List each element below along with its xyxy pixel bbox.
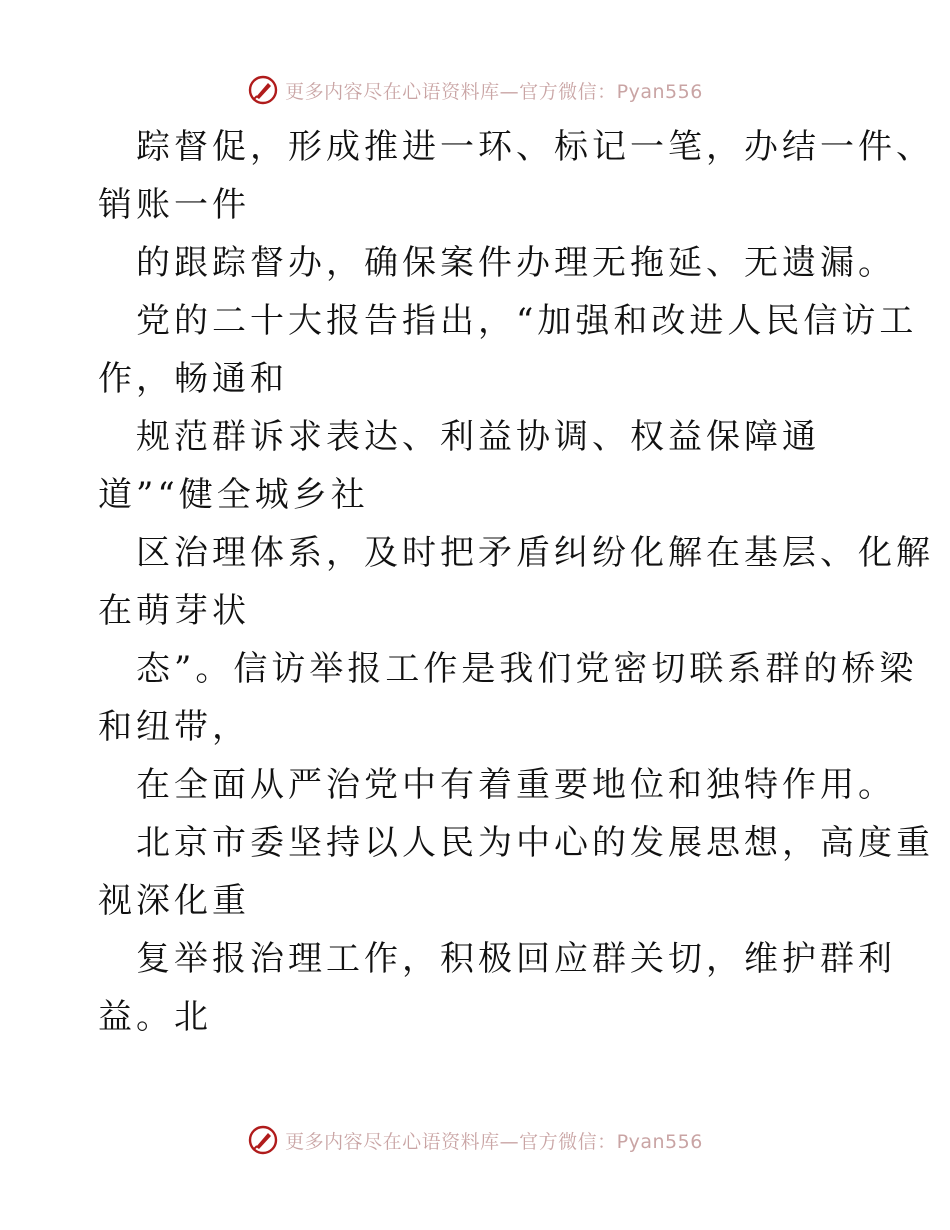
text-line: 益。北 (98, 997, 212, 1037)
quill-pen-logo-icon (247, 1124, 279, 1156)
text-line: 复举报治理工作，积极回应群关切，维护群利 (136, 939, 896, 979)
text-line: 在萌芽状 (98, 591, 250, 631)
text-line: 区治理体系，及时把矛盾纠纷化解在基层、化解 (136, 533, 934, 573)
text-line: 的跟踪督办，确保案件办理无拖延、无遗漏。 (136, 243, 896, 283)
footer-watermark (0, 1122, 950, 1158)
watermark-text: 更多内容尽在心语资料库—官方微信：Pyan556 (285, 1130, 703, 1153)
text-line: 视深化重 (98, 881, 250, 921)
quill-pen-logo-icon (247, 74, 279, 106)
header-watermark (0, 72, 950, 108)
text-line: 踪督促，形成推进一环、标记一笔，办结一件、 (136, 127, 934, 167)
text-line: 在全面从严治党中有着重要地位和独特作用。 (136, 765, 896, 805)
watermark-text: 更多内容尽在心语资料库—官方微信：Pyan556 (285, 80, 703, 103)
text-line: 作，畅通和 (98, 359, 288, 399)
text-line: 态”。信访举报工作是我们党密切联系群的桥梁 (136, 649, 918, 689)
text-line: 党的二十大报告指出，“加强和改进人民信访工 (136, 301, 918, 341)
text-line: 道”“健全城乡社 (98, 475, 369, 515)
text-line: 和纽带， (98, 707, 250, 747)
text-line: 北京市委坚持以人民为中心的发展思想，高度重 (136, 823, 934, 863)
text-line: 销账一件 (98, 185, 250, 225)
document-body (98, 118, 934, 1046)
text-line: 规范群诉求表达、利益协调、权益保障通 (136, 417, 820, 457)
